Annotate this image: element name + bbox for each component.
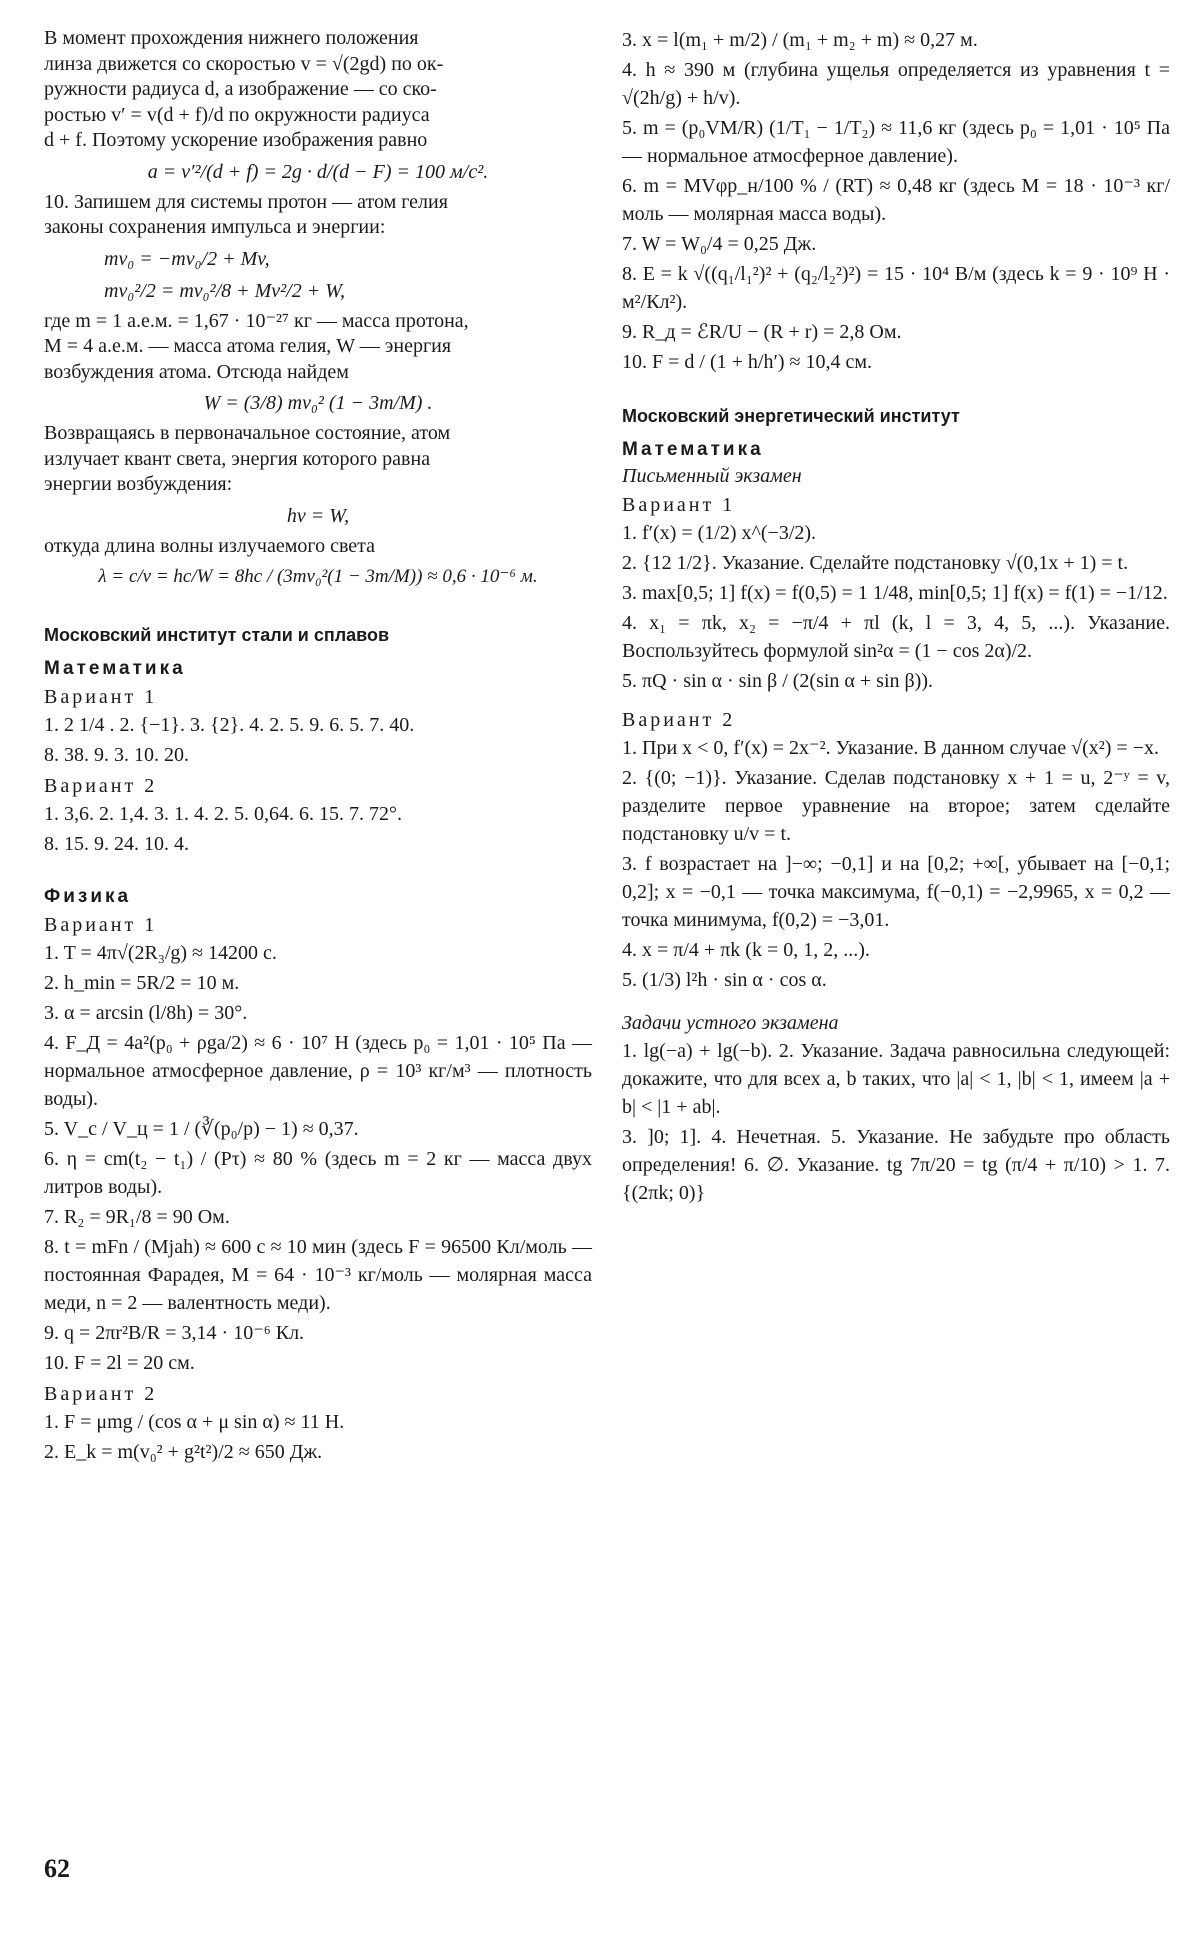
answer-item: 5. (1/3) l²h · sin α · cos α. xyxy=(622,969,827,991)
subject-title: Математика xyxy=(44,658,186,679)
formula-excitation-energy: W = (3/8) mv₀² (1 − 3m/M) . xyxy=(203,392,433,414)
variant-label: Вариант 1 xyxy=(622,494,736,516)
text-line: энергии возбуждения: xyxy=(44,473,233,495)
answer-item: 6. η = cm(t₂ − t₁) / (Pτ) ≈ 80 % (здесь m = 2 кг — масса двух литров воды). xyxy=(44,1148,592,1198)
text-line: законы сохранения импульса и энергии: xyxy=(44,216,386,238)
subject-title: Математика xyxy=(622,439,764,460)
answer-item: 4. x = π/4 + πk (k = 0, 1, 2, ...). xyxy=(622,939,870,961)
answer-item: 3. f возрастает на ]−∞; −0,1] и на [0,2; +∞[, убывает на [−0,1; 0,2]; x = −0,1 — точка максимума, f(−0,1) = −2,9965, x = 0,2 — точка минимума, f(0,2) = −3,01. xyxy=(622,853,1170,931)
answer-item: 5. V_с / V_ц = 1 / (∛(p₀/p) − 1) ≈ 0,37. xyxy=(44,1118,359,1140)
page-number: 62 xyxy=(44,1854,70,1883)
answer-item: 1. T = 4π√(2R₃/g) ≈ 14200 с. xyxy=(44,942,277,964)
formula-wavelength: λ = c/ν = hc/W = 8hc / (3mv₀²(1 − 3m/M)) ≈ 0,6 · 10⁻⁶ м. xyxy=(98,566,538,587)
answer-item: 10. F = 2l = 20 см. xyxy=(44,1352,195,1374)
text-line: возбуждения атома. Отсюда найдем xyxy=(44,360,349,383)
text-line: d + f. Поэтому ускорение изображения равно xyxy=(44,129,428,151)
answer-item: 3. α = arcsin (l/8h) = 30°. xyxy=(44,1002,248,1024)
answer-item: 6. m = MVφp_н/100 % / (RT) ≈ 0,48 кг (здесь M = 18 · 10⁻³ кг/моль — молярная масса воды). xyxy=(622,175,1170,225)
variant-label: Вариант 2 xyxy=(622,709,736,731)
variant-label: Вариант 1 xyxy=(44,686,158,708)
answer-line: 8. 38. 9. 3. 10. 20. xyxy=(44,744,189,766)
answer-item: 9. R_д = ℰR/U − (R + r) = 2,8 Ом. xyxy=(622,321,902,343)
answer-line: 1. 3,6. 2. 1,4. 3. 1. 4. 2. 5. 0,64. 6. 15. 7. 72°. xyxy=(44,803,402,825)
answer-item: 7. W = W₀/4 = 0,25 Дж. xyxy=(622,233,817,255)
institute-title: Московский институт стали и сплавов xyxy=(44,625,390,645)
text-line: M = 4 а.е.м. — масса атома гелия, W — энергия xyxy=(44,335,452,357)
answer-item: 4. F_Д = 4a²(p₀ + ρga/2) ≈ 6 · 10⁷ Н (здесь p₀ = 1,01 · 10⁵ Па — нормальное атмосферное давление, ρ = 10³ кг/м³ — плотность воды). xyxy=(44,1032,592,1110)
answer-item: 3. max[0,5; 1] f(x) = f(0,5) = 1 1/48, min[0,5; 1] f(x) = f(1) = −1/12. xyxy=(622,582,1168,604)
answer-item: 8. E = k √((q₁/l₁²)² + (q₂/l₂²)²) = 15 · 10⁴ В/м (здесь k = 9 · 10⁹ Н · м²/Кл²). xyxy=(622,263,1170,313)
answer-item: 3. ]0; 1]. 4. Нечетная. 5. Указание. Не забудьте про область определения! 6. ∅. Указание. tg 7π/20 = tg (π/4 + π/10) > 1. 7. {(2πk; 0)} xyxy=(622,1126,1170,1204)
text-line: 10. Запишем для системы протон — атом гелия xyxy=(44,190,448,213)
variant-label: Вариант 1 xyxy=(44,914,158,936)
answer-item: 1. f′(x) = (1/2) x^(−3/2). xyxy=(622,522,817,544)
answer-line: 8. 15. 9. 24. 10. 4. xyxy=(44,833,189,855)
subject-title: Физика xyxy=(44,886,132,907)
answer-item: 5. m = (p₀VM/R) (1/T₁ − 1/T₂) ≈ 11,6 кг (здесь p₀ = 1,01 · 10⁵ Па — нормальное атмосферное давление). xyxy=(622,117,1170,167)
answer-item: 2. {(0; −1)}. Указание. Сделав подстановку x + 1 = u, 2⁻ʸ = v, разделите первое уравнение на второе; затем сделайте подстановку u/v = t. xyxy=(622,767,1170,845)
right-column xyxy=(622,26,1170,1209)
text-line: ростью v′ = v(d + f)/d по окружности радиуса xyxy=(44,103,430,126)
answer-line: 1. 2 1/4 . 2. {−1}. 3. {2}. 4. 2. 5. 9. 6. 5. 7. 40. xyxy=(44,714,415,736)
answer-item: 1. lg(−a) + lg(−b). 2. Указание. Задача равносильна следующей: докажите, что для всех a, b таких, что |a| < 1, |b| < 1, имеем |a + b| < |1 + ab|. xyxy=(622,1040,1170,1118)
text-line: ружности радиуса d, а изображение — со ско- xyxy=(44,78,437,100)
exam-type: Письменный экзамен xyxy=(622,465,802,487)
formula-photon-energy: hν = W, xyxy=(286,504,350,527)
formula-energy: mv₀²/2 = mv₀²/8 + Mv²/2 + W, xyxy=(104,279,346,302)
answer-item: 4. h ≈ 390 м (глубина ущелья определяется из уравнения t = √(2h/g) + h/v). xyxy=(622,59,1170,109)
answer-item: 10. F = d / (1 + h/h′) ≈ 10,4 см. xyxy=(622,351,872,373)
text-line: линза движется со скоростью v = √(2gd) по ок- xyxy=(44,52,444,75)
answer-item: 2. {12 1/2}. Указание. Сделайте подстановку √(0,1x + 1) = t. xyxy=(622,552,1129,574)
answer-item: 2. h_min = 5R/2 = 10 м. xyxy=(44,972,240,994)
answer-item: 3. x = l(m₁ + m/2) / (m₁ + m₂ + m) ≈ 0,27 м. xyxy=(622,29,978,51)
answer-item: 5. πQ · sin α · sin β / (2(sin α + sin β)). xyxy=(622,670,934,692)
answer-item: 9. q = 2πr²B/R = 3,14 · 10⁻⁶ Кл. xyxy=(44,1322,305,1344)
text-line: В момент прохождения нижнего положения xyxy=(44,27,419,49)
answer-item: 7. R₂ = 9R₁/8 = 90 Ом. xyxy=(44,1206,230,1228)
answer-item: 8. t = mFn / (Mjah) ≈ 600 с ≈ 10 мин (здесь F = 96500 Кл/моль — постоянная Фарадея, M = 64 · 10⁻³ кг/моль — молярная масса меди, n = 2 — валентность меди). xyxy=(44,1236,592,1314)
formula-acceleration: a = v′²/(d + f) = 2g · d/(d − F) = 100 м/с². xyxy=(147,160,489,183)
text-line: откуда длина волны излучаемого света xyxy=(44,534,376,557)
text-line: где m = 1 а.е.м. = 1,67 · 10⁻²⁷ кг — масса протона, xyxy=(44,309,469,332)
exam-type: Задачи устного экзамена xyxy=(622,1012,839,1034)
text-line: Возвращаясь в первоначальное состояние, атом xyxy=(44,422,451,444)
answer-item: 1. При x < 0, f′(x) = 2x⁻². Указание. В данном случае √(x²) = −x. xyxy=(622,737,1159,759)
formula-momentum: mv₀ = −mv₀/2 + Mv, xyxy=(104,247,270,270)
variant-label: Вариант 2 xyxy=(44,1383,158,1405)
variant-label: Вариант 2 xyxy=(44,775,158,797)
left-column xyxy=(44,26,592,1468)
answer-item: 1. F = μmg / (cos α + μ sin α) ≈ 11 Н. xyxy=(44,1411,345,1433)
answer-item: 2. E_k = m(v₀² + g²t²)/2 ≈ 650 Дж. xyxy=(44,1441,323,1463)
institute-title: Московский энергетический институт xyxy=(622,406,960,426)
answer-item: 4. x₁ = πk, x₂ = −π/4 + πl (k, l = 3, 4, 5, ...). Указание. Воспользуйтесь формулой sin²α = (1 − cos 2α)/2. xyxy=(622,612,1170,662)
text-line: излучает квант света, энергия которого равна xyxy=(44,447,431,470)
